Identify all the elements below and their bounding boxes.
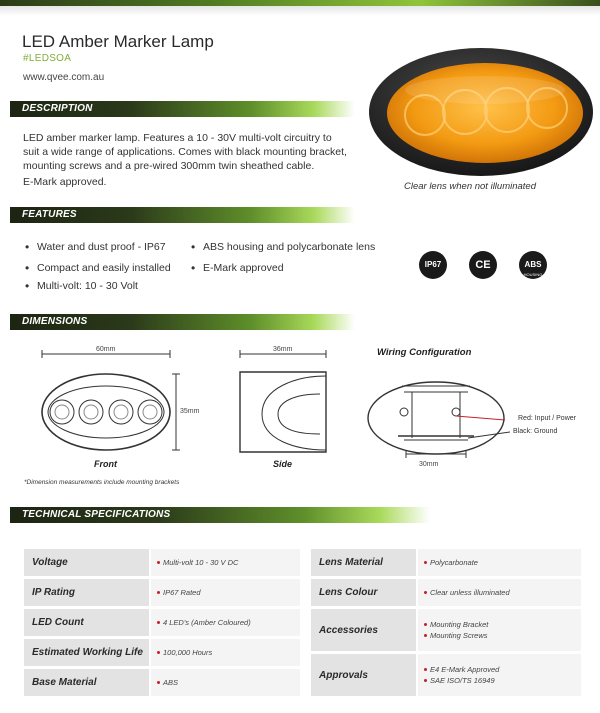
dimension-drawings: [0, 340, 600, 470]
specs-heading: TECHNICAL SPECIFICATIONS: [22, 509, 171, 520]
spec-value: Clear unless illuminated: [418, 579, 581, 606]
front-view-drawing: [42, 350, 180, 450]
spec-row-working-life: [24, 639, 300, 666]
product-title: LED Amber Marker Lamp: [22, 32, 214, 51]
spec-label: Lens Colour: [311, 579, 416, 606]
image-caption: Clear lens when not illuminated: [403, 181, 537, 192]
spec-label: Approvals: [311, 654, 416, 696]
description-text: [23, 131, 358, 173]
spec-value: ABS: [151, 669, 300, 696]
side-width-label: 36mm: [273, 346, 293, 353]
side-view-label: Side: [273, 459, 293, 469]
dimensions-heading: DIMENSIONS: [22, 316, 88, 327]
wire-black-label: Black: Ground: [513, 428, 558, 435]
description-line: suit a wide range of applications. Comes with black mounting bracket,: [23, 146, 347, 158]
specs-heading-band: [10, 507, 430, 523]
spec-row-ip-rating: [24, 579, 300, 606]
features-heading-band: [10, 207, 355, 223]
feature-item: • E-Mark approved: [203, 262, 284, 274]
spec-label: Voltage: [24, 549, 149, 576]
spec-row-lens-colour: [311, 579, 581, 606]
spec-value: Mounting Bracket Mounting Screws: [418, 609, 581, 651]
spec-value: E4 E-Mark Approved SAE ISO/TS 16949: [418, 654, 581, 696]
emark-text: E-Mark approved.: [23, 176, 107, 188]
ip67-badge-icon: IP67: [419, 251, 447, 279]
spec-value: Multi-volt 10 - 30 V DC: [151, 549, 300, 576]
front-height-label: 35mm: [180, 408, 200, 415]
spec-value: Polycarbonate: [418, 549, 581, 576]
product-code: #LEDSOA: [23, 53, 72, 64]
feature-item: • ABS housing and polycarbonate lens: [203, 241, 375, 253]
top-shade: [0, 6, 600, 16]
spec-label: Estimated Working Life: [24, 639, 149, 666]
description-line: mounting screws and a pre-wired 300mm twin sheathed cable.: [23, 160, 315, 172]
spec-row-voltage: [24, 549, 300, 576]
feature-item: • Multi-volt: 10 - 30 Volt: [37, 280, 138, 292]
wiring-configuration-title: Wiring Configuration: [377, 347, 472, 358]
spec-label: LED Count: [24, 609, 149, 636]
description-heading-band: [10, 101, 355, 117]
spec-label: Base Material: [24, 669, 149, 696]
spec-value: IP67 Rated: [151, 579, 300, 606]
abs-housing-badge-icon: ABS HOUSING: [519, 251, 547, 279]
wiring-diagram: [368, 382, 510, 458]
spec-label: IP Rating: [24, 579, 149, 606]
website-url[interactable]: www.qvee.com.au: [23, 72, 105, 83]
spec-row-led-count: [24, 609, 300, 636]
feature-item: • Compact and easily installed: [37, 262, 171, 274]
spec-label: Accessories: [311, 609, 416, 651]
spec-row-accessories: [311, 609, 581, 651]
spec-label: Lens Material: [311, 549, 416, 576]
spec-value: 100,000 Hours: [151, 639, 300, 666]
description-line: LED amber marker lamp. Features a 10 - 30V multi-volt circuitry to: [23, 132, 332, 144]
description-heading: DESCRIPTION: [22, 103, 93, 114]
front-view-label: Front: [94, 459, 117, 469]
spec-row-lens-material: [311, 549, 581, 576]
features-heading: FEATURES: [22, 209, 77, 220]
front-width-label: 60mm: [96, 346, 116, 353]
spec-row-base-material: [24, 669, 300, 696]
spec-row-approvals: [311, 654, 581, 696]
side-view-drawing: [240, 350, 326, 452]
wire-width-label: 30mm: [419, 461, 439, 468]
dimension-note: *Dimension measurements include mounting brackets: [24, 479, 180, 486]
product-image: [367, 40, 595, 180]
spec-value: 4 LED's (Amber Coloured): [151, 609, 300, 636]
feature-item: • Water and dust proof - IP67: [37, 241, 166, 253]
ce-mark-icon: CE: [469, 251, 497, 279]
wire-red-label: Red: Input / Power: [518, 415, 576, 422]
dimensions-heading-band: [10, 314, 355, 330]
